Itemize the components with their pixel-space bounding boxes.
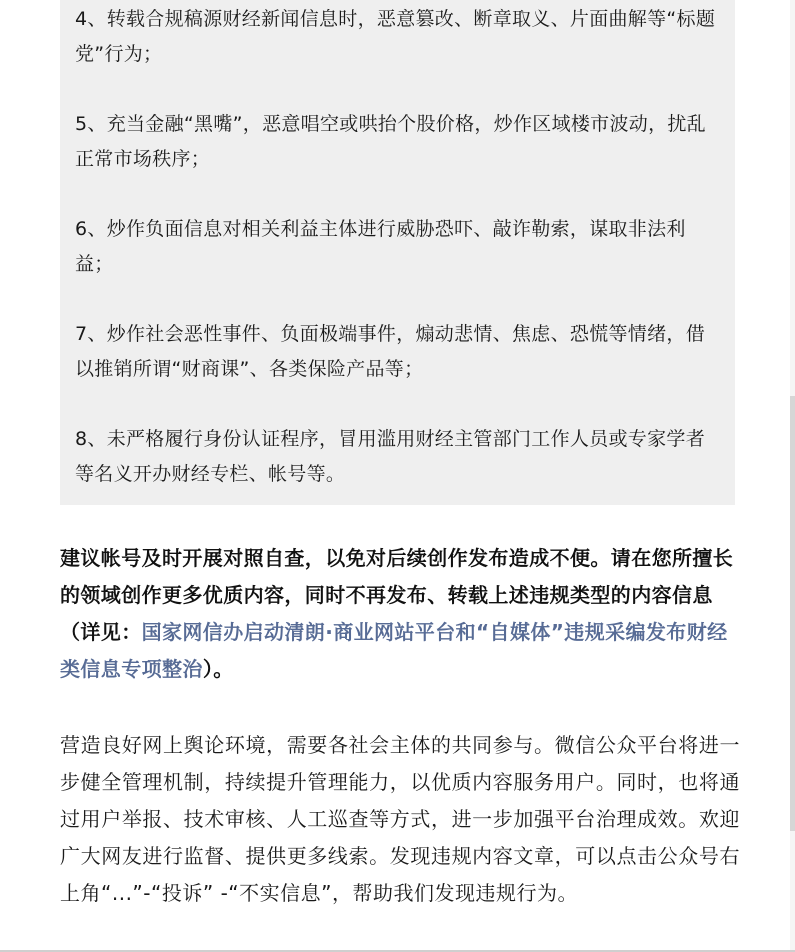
violation-item-6: 6、炒作负面信息对相关利益主体进行威胁恐吓、敲诈勒索，谋取非法利益；	[75, 218, 686, 275]
quoted-violations-box	[60, 0, 735, 505]
scrollbar-thumb[interactable]	[790, 396, 795, 831]
violation-item-7: 7、炒作社会恶性事件、负面极端事件，煽动悲情、焦虑、恐慌等情绪，借以推销所谓“财商课”、各类保险产品等；	[75, 323, 705, 380]
campaign-detail-link[interactable]: 国家网信办启动清朗·商业网站平台和“自媒体”违规采编发布财经类信息专项整治	[60, 620, 728, 681]
violation-item-8: 8、未严格履行身份认证程序，冒用滥用财经主管部门工作人员或专家学者等名义开办财经专栏、帐号等。	[75, 428, 705, 485]
advice-text: 建议帐号及时开展对照自查，以免对后续创作发布造成不便。请在您所擅长的领域创作更多优质内容，同时不再发布、转载上述违规类型的内容信息（详见：	[60, 546, 734, 644]
closing-paragraph: 营造良好网上舆论环境，需要各社会主体的共同参与。微信公众平台将进一步健全管理机制，持续提升管理能力，以优质内容服务用户。同时，也将通过用户举报、技术审核、人工巡查等方式，进一步加强平台治理成效。欢迎广大网友进行监督、提供更多线索。发现违规内容文章，可以点击公众号右上角“...”-“投诉” -“不实信息”，帮助我们发现违规行为。	[60, 733, 740, 905]
advice-paragraph	[60, 540, 740, 688]
violation-item-4: 4、转载合规稿源财经新闻信息时，恶意篡改、断章取义、片面曲解等“标题党”行为；	[75, 8, 716, 65]
violation-item-5: 5、充当金融“黑嘴”，恶意唱空或哄抬个股价格，炒作区域楼市波动，扰乱正常市场秩序；	[75, 113, 706, 170]
advice-text-end: ）。	[202, 657, 234, 681]
